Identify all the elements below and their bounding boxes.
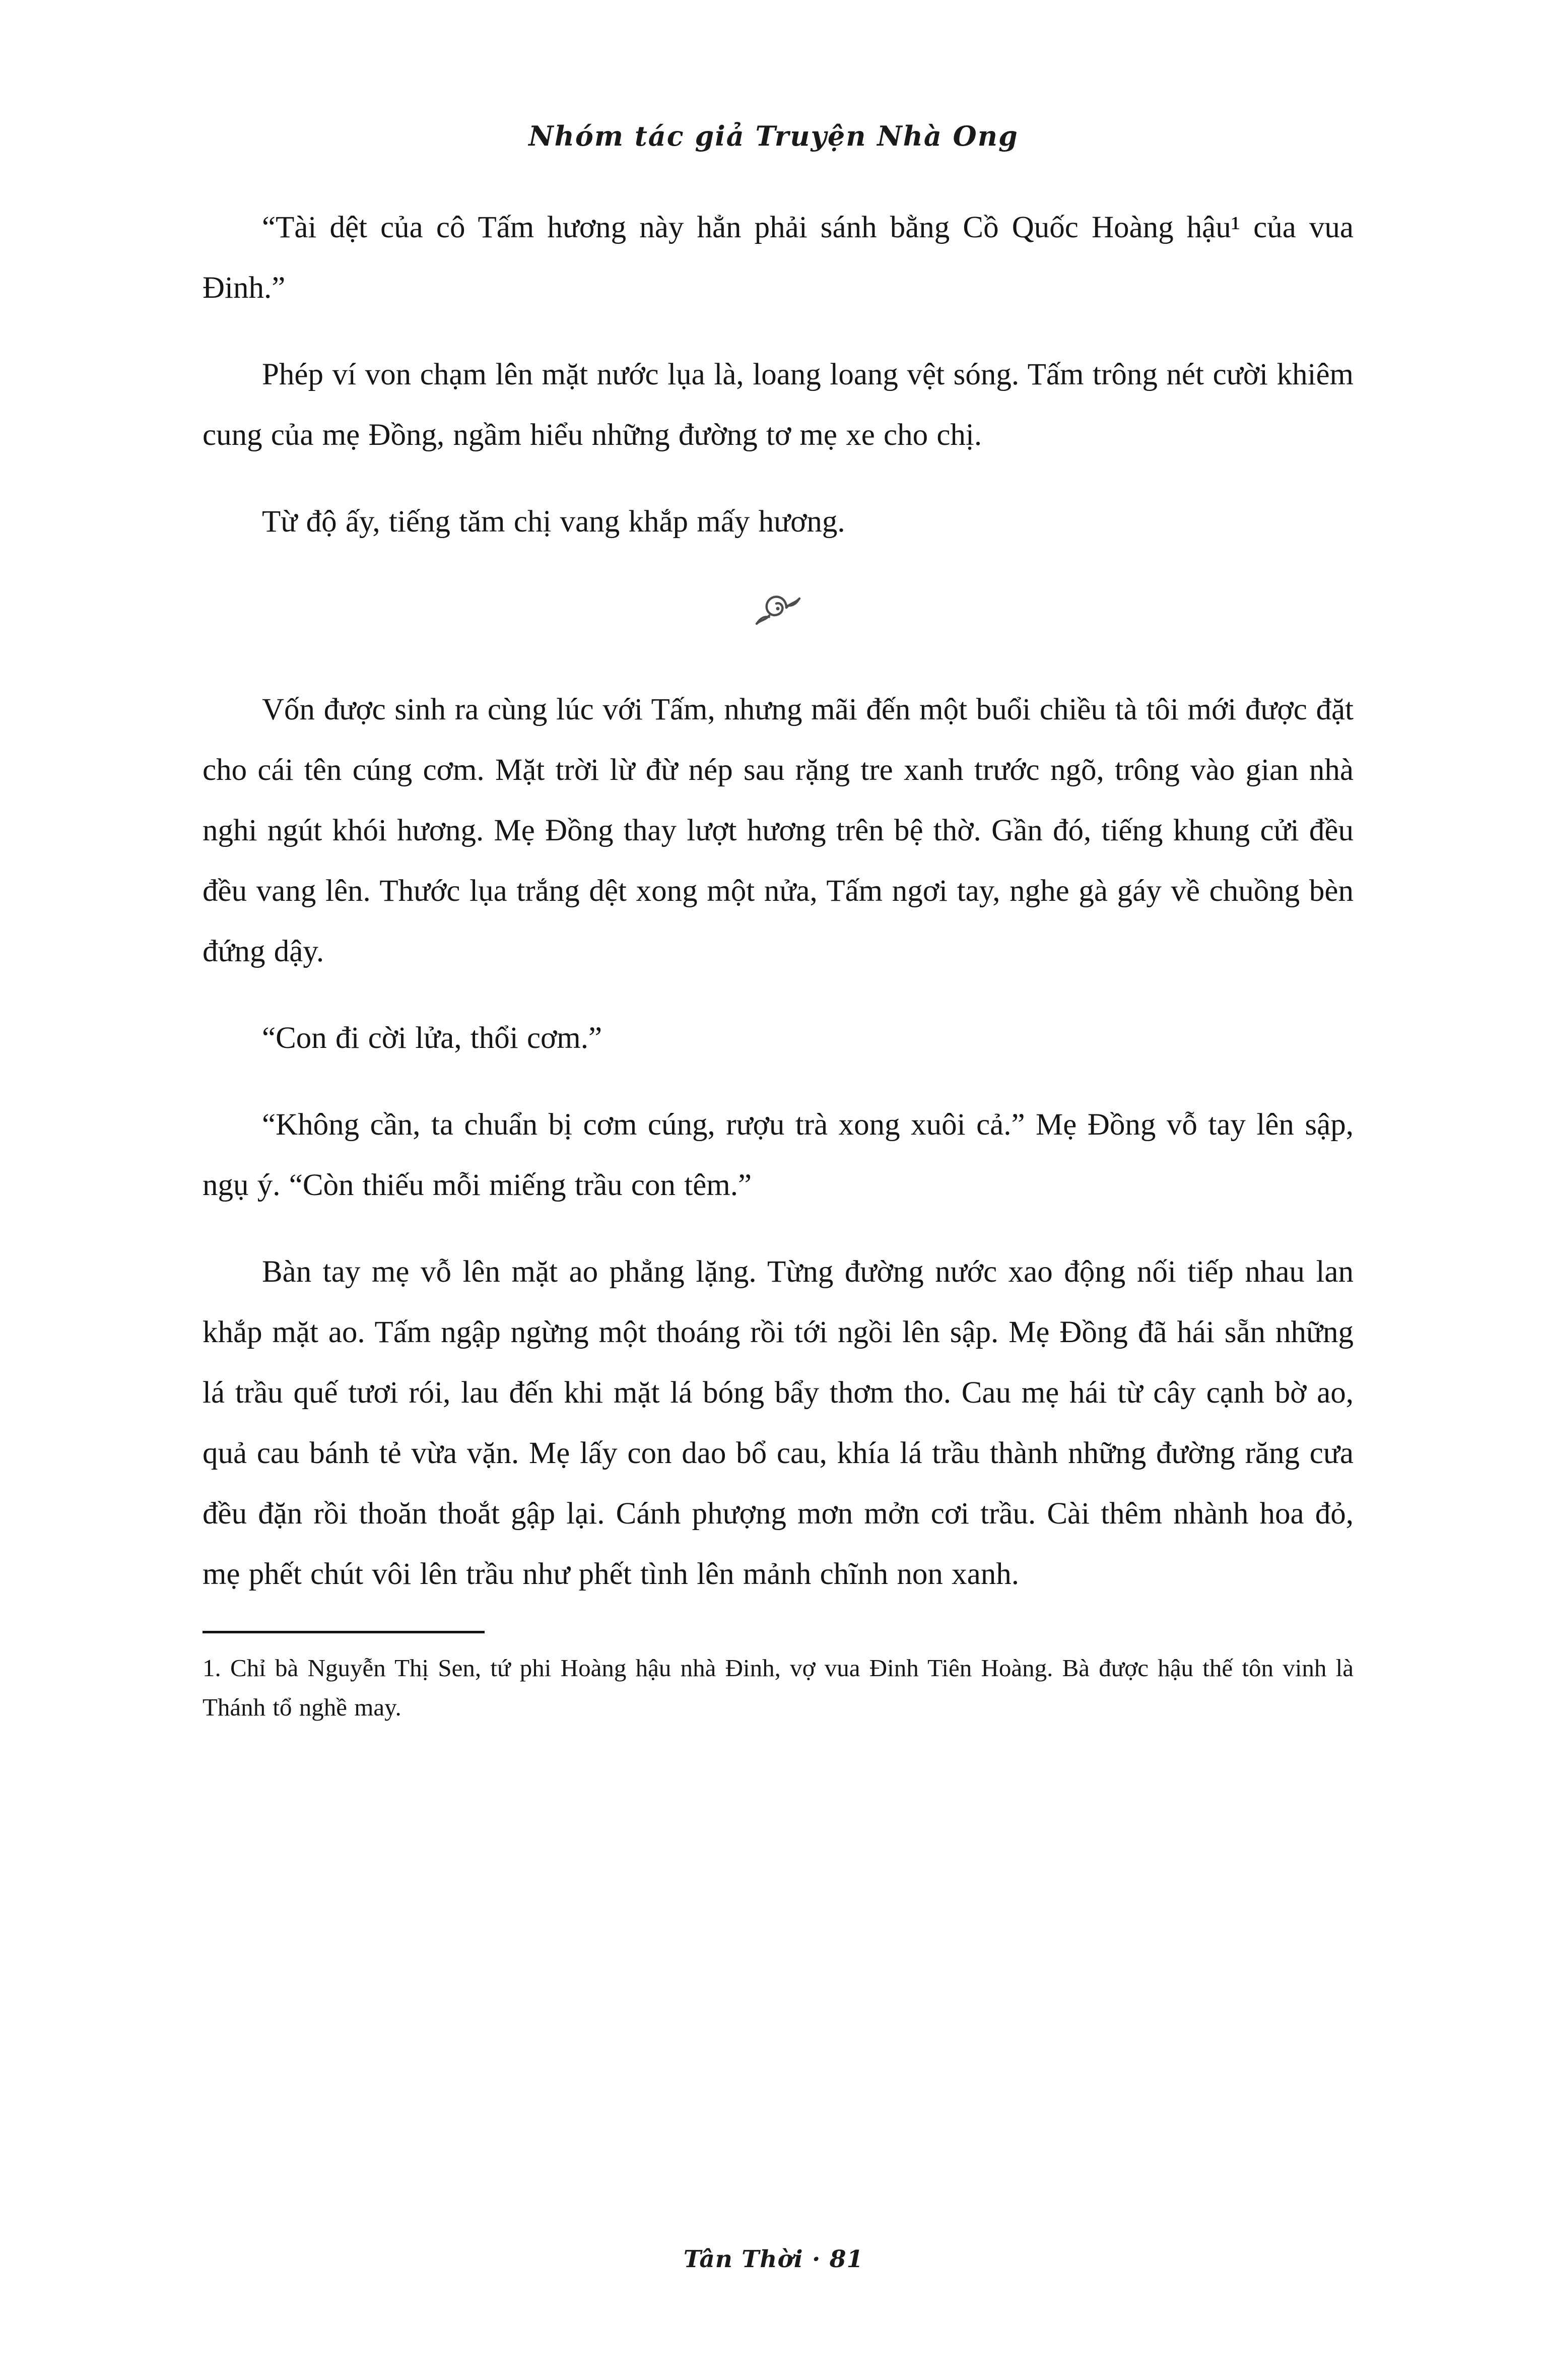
footnote-text: 1. Chỉ bà Nguyễn Thị Sen, tứ phi Hoàng hậu nhà Đinh, vợ vua Đinh Tiên Hoàng. Bà được hậu thế tôn vinh là Thánh tổ nghề may. [203,1654,1354,1721]
paragraph-quote-5: “Con đi cời lửa, thổi cơm.” [262,1021,602,1055]
paragraph-7: Bàn tay mẹ vỗ lên mặt ao phẳng lặng. Từng đường nước xao động nối tiếp nhau lan khắp mặt ao. Tấm ngập ngừng một thoáng rồi tới ngồi lên sập. Mẹ Đồng đã hái sẵn những lá trầu quế tươi rói, lau đến khi mặt lá bóng bẩy thơm tho. Cau mẹ hái từ cây cạnh bờ ao, quả cau bánh tẻ vừa vặn. Mẹ lấy con dao bổ cau, khía lá trầu thành những đường răng cưa đều đặn rồi thoăn thoắt gập lại. Cánh phượng mơn mởn cơi trầu. Cài thêm nhành hoa đỏ, mẹ phết chút vôi lên trầu như phết tình lên mảnh chĩnh non xanh. [203,1255,1354,1591]
footnote-divider [203,1631,485,1633]
paragraph-4: Vốn được sinh ra cùng lúc với Tấm, nhưng mãi đến một buổi chiều tà tôi mới được đặt cho cái tên cúng cơm. Mặt trời lừ đừ nép sau rặng tre xanh trước ngõ, trông vào gian nhà nghi ngút khói hương. Mẹ Đồng thay lượt hương trên bệ thờ. Gần đó, tiếng khung cửi đều đều vang lên. Thước lụa trắng dệt xong một nửa, Tấm ngơi tay, nghe gà gáy về chuồng bèn đứng dậy. [203,693,1354,968]
floral-flourish-icon [754,620,802,629]
page-footer: Tân Thời · 81 [683,2245,864,2273]
paragraph-3: Từ độ ấy, tiếng tăm chị vang khắp mấy hương. [262,505,845,539]
page-body [203,197,1354,1727]
paragraph-quote-6: “Không cần, ta chuẩn bị cơm cúng, rượu trà xong xuôi cả.” Mẹ Đồng vỗ tay lên sập, ngụ ý. “Còn thiếu mỗi miếng trầu con têm.” [203,1108,1354,1202]
paragraph-2: Phép ví von chạm lên mặt nước lụa là, loang loang vệt sóng. Tấm trông nét cười khiêm cung của mẹ Đồng, ngầm hiểu những đường tơ mẹ xe cho chị. [203,358,1354,452]
paragraph-quote-1: “Tài dệt của cô Tấm hương này hẳn phải sánh bằng Cồ Quốc Hoàng hậu¹ của vua Đinh.” [203,211,1354,305]
running-header: Nhóm tác giả Truyện Nhà Ong [528,120,1019,152]
section-break [203,587,1354,629]
footnote-block [203,1631,1354,1727]
